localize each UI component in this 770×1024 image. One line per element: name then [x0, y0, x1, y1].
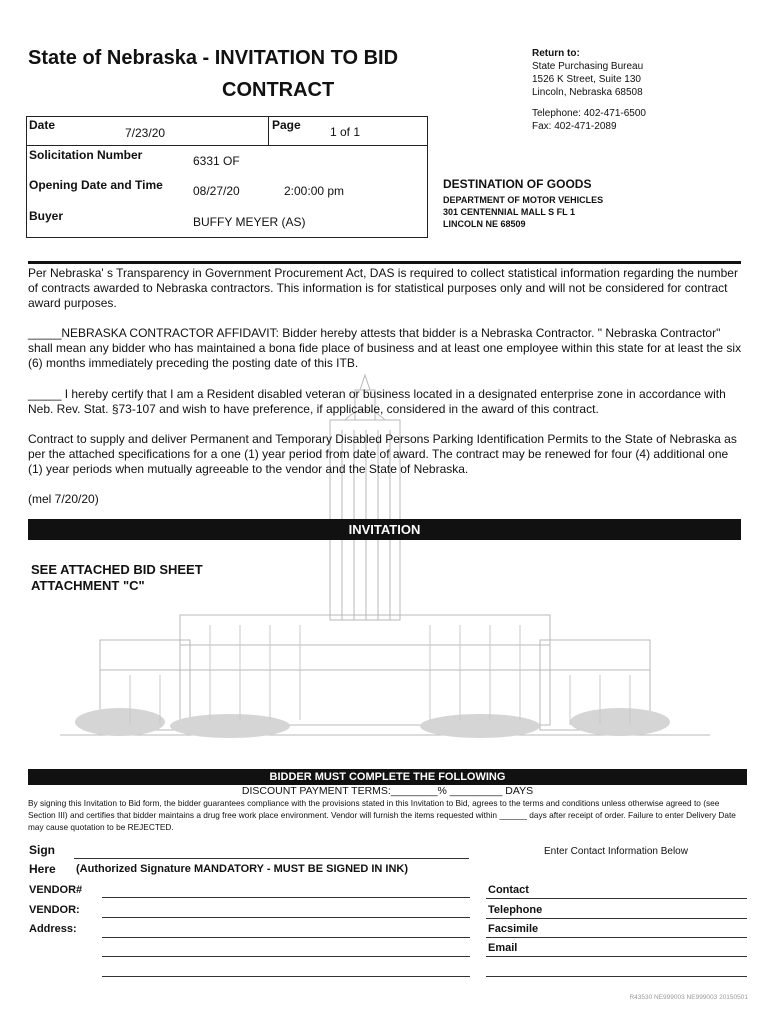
address-field[interactable]	[102, 937, 470, 938]
divider	[26, 145, 428, 146]
destination-line: 301 CENTENNIAL MALL S FL 1	[443, 207, 576, 217]
page-title-contract: CONTRACT	[222, 79, 335, 101]
return-line: 1526 K Street, Suite 130	[532, 74, 641, 85]
date-value: 7/23/20	[125, 126, 166, 140]
solicitation-label: Solicitation Number	[29, 148, 143, 162]
contact-label: Contact	[488, 884, 529, 896]
invitation-bar: INVITATION	[28, 519, 741, 540]
opening-date: 08/27/20	[193, 184, 240, 198]
destination-line: DEPARTMENT OF MOTOR VEHICLES	[443, 195, 604, 205]
fax-text: Fax: 402-471-2089	[532, 121, 617, 132]
attachment-line: ATTACHMENT "C"	[31, 578, 145, 593]
opening-time: 2:00:00 pm	[284, 184, 345, 198]
destination-line: LINCOLN NE 68509	[443, 219, 526, 229]
form-code: R43530 NE999003 NE999003 20150501	[629, 994, 748, 1001]
return-address	[532, 47, 646, 133]
facsimile-field[interactable]	[486, 937, 747, 938]
bidder-bar: BIDDER MUST COMPLETE THE FOLLOWING	[28, 769, 747, 785]
email-field[interactable]	[486, 956, 747, 957]
page-value: 1 of 1	[330, 125, 361, 139]
section-rule	[28, 261, 741, 264]
buyer-label: Buyer	[29, 209, 64, 223]
opening-label: Opening Date and Time	[29, 178, 163, 192]
revision-note: (mel 7/20/20)	[28, 492, 99, 506]
vendor-label: VENDOR:	[29, 904, 80, 916]
date-label: Date	[29, 118, 56, 132]
solicitation-value: 6331 OF	[193, 154, 240, 168]
vendor-number-field[interactable]	[102, 897, 470, 898]
signature-field[interactable]	[74, 858, 469, 859]
return-line: State Purchasing Bureau	[532, 61, 644, 72]
divider	[268, 116, 269, 145]
email-label: Email	[488, 942, 518, 954]
veteran-certification-paragraph: _____ I hereby certify that I am a Resident disabled veteran or business located in a designated enterprise zone in accordance with Neb. Rev. Stat. §73-107 and wish to have preference, if applicable, considered in the award of this contract.	[28, 387, 726, 416]
attachment-note	[31, 562, 203, 594]
sign-label: Sign	[29, 843, 55, 857]
buyer-value: BUFFY MEYER (AS)	[193, 215, 306, 229]
telephone-text: Telephone: 402-471-6500	[532, 108, 646, 119]
page-label: Page	[272, 118, 301, 132]
return-line: Lincoln, Nebraska 68508	[532, 87, 643, 98]
fine-print: By signing this Invitation to Bid form, the bidder guarantees compliance with the provisions stated in this Invitation to Bid, agrees to the terms and conditions unless otherwise agreed to (see Section III) and certifies that bidder maintains a drug free work place environment. Vendor will furnish the items requested within ______ days after receipt of order. Failure to enter Delivery Date may cause quotation to be REJECTED.	[28, 798, 736, 832]
contract-description-paragraph: Contract to supply and deliver Permanent and Temporary Disabled Persons Parking Identification Permits to the State of Nebraska as per the attached specifications for a one (1) year period from date of award. The contract may be renewed for four (4) additional one (1) year periods when mutually agreeable to the vendor and the State of Nebraska.	[28, 432, 737, 476]
address-field-3[interactable]	[102, 976, 470, 977]
contact-info-note: Enter Contact Information Below	[544, 846, 688, 857]
transparency-paragraph: Per Nebraska' s Transparency in Government Procurement Act, DAS is required to collect statistical information regarding the number of contracts awarded to Nebraska contractors. This information is for statistical purposes only and will not be considered for contract award purposes.	[28, 266, 738, 310]
facsimile-label: Facsimile	[488, 923, 539, 935]
telephone-label: Telephone	[488, 904, 543, 916]
telephone-field[interactable]	[486, 918, 747, 919]
discount-terms: DISCOUNT PAYMENT TERMS:________% _________ DAYS	[241, 785, 534, 797]
vendor-number-label: VENDOR#	[29, 884, 83, 896]
address-field-2[interactable]	[102, 956, 470, 957]
attachment-line: SEE ATTACHED BID SHEET	[31, 562, 203, 577]
page-title: State of Nebraska - INVITATION TO BID	[28, 47, 399, 69]
contact-field[interactable]	[486, 898, 747, 899]
signature-note: (Authorized Signature MANDATORY - MUST BE SIGNED IN INK)	[76, 863, 409, 875]
email-field-2[interactable]	[486, 976, 747, 977]
destination-address	[443, 194, 603, 230]
destination-title: DESTINATION OF GOODS	[443, 177, 592, 191]
return-to-label: Return to:	[532, 48, 580, 59]
contractor-affidavit-paragraph: _____NEBRASKA CONTRACTOR AFFIDAVIT: Bidder hereby attests that bidder is a Nebraska Contractor. " Nebraska Contractor" shall mean any bidder who has maintained a bona fide place of business and at least one employee within this state for at least the six (6) months immediately preceding the posting date of this ITB.	[28, 326, 742, 370]
here-label: Here	[29, 862, 56, 876]
vendor-field[interactable]	[102, 917, 470, 918]
address-label: Address:	[29, 923, 77, 935]
